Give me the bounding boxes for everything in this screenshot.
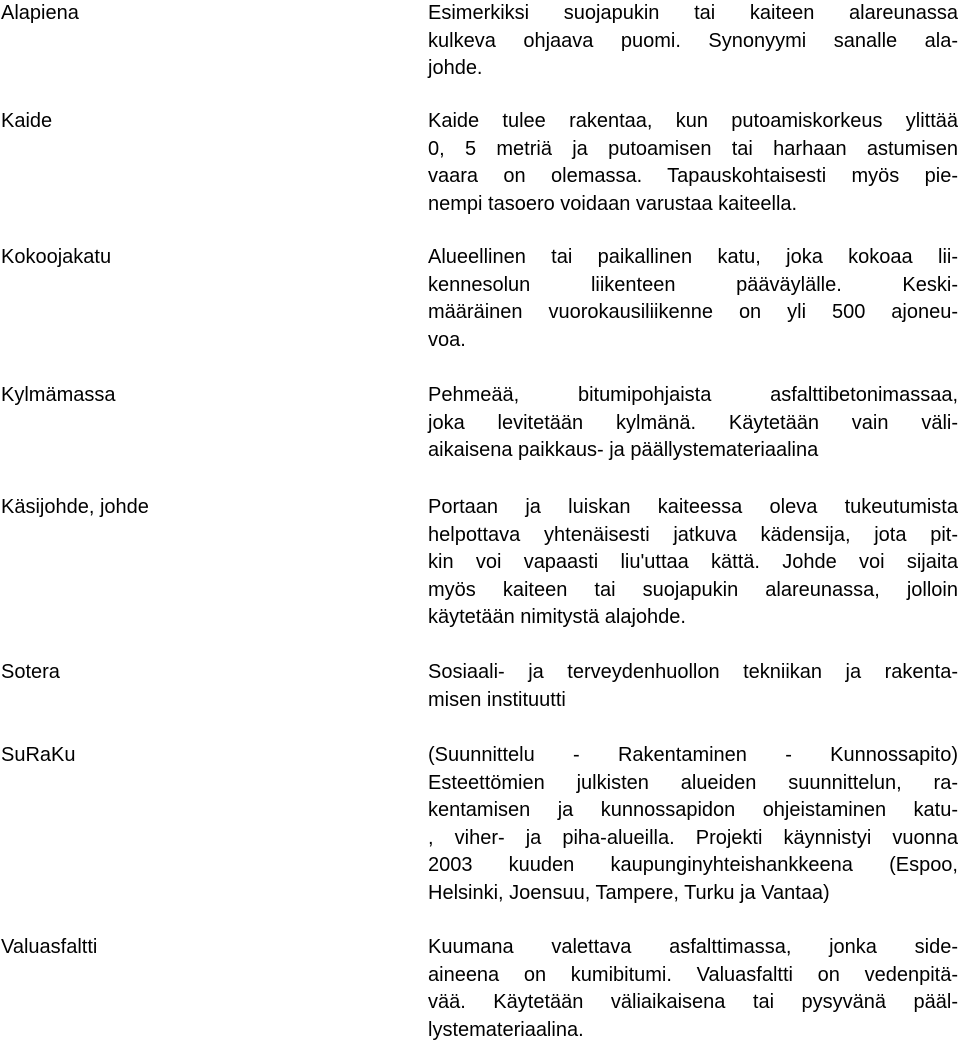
term: Valuasfaltti bbox=[1, 936, 98, 958]
definition-line: lystemateriaalina. bbox=[428, 1018, 584, 1041]
definition-line: voa. bbox=[428, 328, 466, 351]
term: Käsijohde, johde bbox=[1, 496, 149, 518]
definition-line: vää. Käytetään väliaikaisena tai pysyvänä pääl- bbox=[428, 991, 958, 1014]
definition-line: nempi tasoero voidaan varustaa kaiteella. bbox=[428, 192, 798, 215]
definition-line: määräinen vuorokausiliikenne on yli 500 ajoneu- bbox=[428, 301, 958, 324]
definition-line: aikaisena paikkaus- ja päällystemateriaalina bbox=[428, 439, 819, 462]
definition-line: kin voi vapaasti liu'uttaa kättä. Johde voi sijaita bbox=[428, 551, 958, 574]
definition-line: kentamisen ja kunnossapidon ohjeistaminen katu- bbox=[428, 799, 958, 822]
definition-line: kennesolun liikenteen pääväylälle. Keski- bbox=[428, 273, 958, 296]
definition-line: Esteettömien julkisten alueiden suunnittelun, ra- bbox=[428, 771, 958, 794]
definition-line: Helsinki, Joensuu, Tampere, Turku ja Vantaa) bbox=[428, 881, 830, 904]
definition bbox=[428, 244, 958, 354]
definition-line: käytetään nimitystä alajohde. bbox=[428, 606, 686, 629]
definition bbox=[428, 934, 958, 1044]
definition-line: myös kaiteen tai suojapukin alareunassa, jolloin bbox=[428, 578, 958, 601]
definition-line: kulkeva ohjaava puomi. Synonyymi sanalle ala- bbox=[428, 29, 958, 52]
definition bbox=[428, 382, 958, 465]
definition-line: 0, 5 metriä ja putoamisen tai harhaan astumisen bbox=[428, 137, 958, 160]
definition-line: , viher- ja piha-alueilla. Projekti käynnistyi vuonna bbox=[428, 826, 958, 849]
definition-line: Pehmeää, bitumipohjaista asfalttibetonimassaa, bbox=[428, 384, 958, 406]
definition-line: johde. bbox=[428, 57, 483, 80]
definition bbox=[428, 494, 958, 632]
term: Kaide bbox=[1, 110, 53, 132]
definition-line: Kaide tulee rakentaa, kun putoamiskorkeus ylittää bbox=[428, 110, 958, 132]
term: Alapiena bbox=[1, 2, 79, 24]
term: Kylmämassa bbox=[1, 384, 116, 406]
definition bbox=[428, 0, 958, 83]
definition-line: aineena on kumibitumi. Valuasfaltti on vedenpitä- bbox=[428, 963, 958, 986]
definition-line: vaara on olemassa. Tapauskohtaisesti myös pie- bbox=[428, 165, 958, 188]
definition bbox=[428, 108, 958, 218]
term: Kokoojakatu bbox=[1, 246, 112, 268]
definition bbox=[428, 742, 958, 908]
definition-line: Alueellinen tai paikallinen katu, joka kokoaa lii- bbox=[428, 246, 958, 268]
definition-line: Esimerkiksi suojapukin tai kaiteen alareunassa bbox=[428, 2, 958, 24]
definition-line: Portaan ja luiskan kaiteessa oleva tukeutumista bbox=[428, 496, 958, 518]
definition-line: (Suunnittelu - Rakentaminen - Kunnossapito) bbox=[428, 744, 958, 766]
definition-line: helpottava yhtenäisesti jatkuva kädensija, jota pit- bbox=[428, 523, 958, 546]
term: SuRaKu bbox=[1, 744, 76, 766]
definition-line: 2003 kuuden kaupunginyhteishankkeena (Espoo, bbox=[428, 854, 958, 877]
definition-line: misen instituutti bbox=[428, 688, 566, 711]
definition-line: joka levitetään kylmänä. Käytetään vain väli- bbox=[428, 411, 958, 434]
term: Sotera bbox=[1, 661, 60, 683]
definition bbox=[428, 659, 958, 714]
definition-line: Kuumana valettava asfalttimassa, jonka side- bbox=[428, 936, 958, 958]
definition-line: Sosiaali- ja terveydenhuollon tekniikan ja rakenta- bbox=[428, 661, 958, 683]
